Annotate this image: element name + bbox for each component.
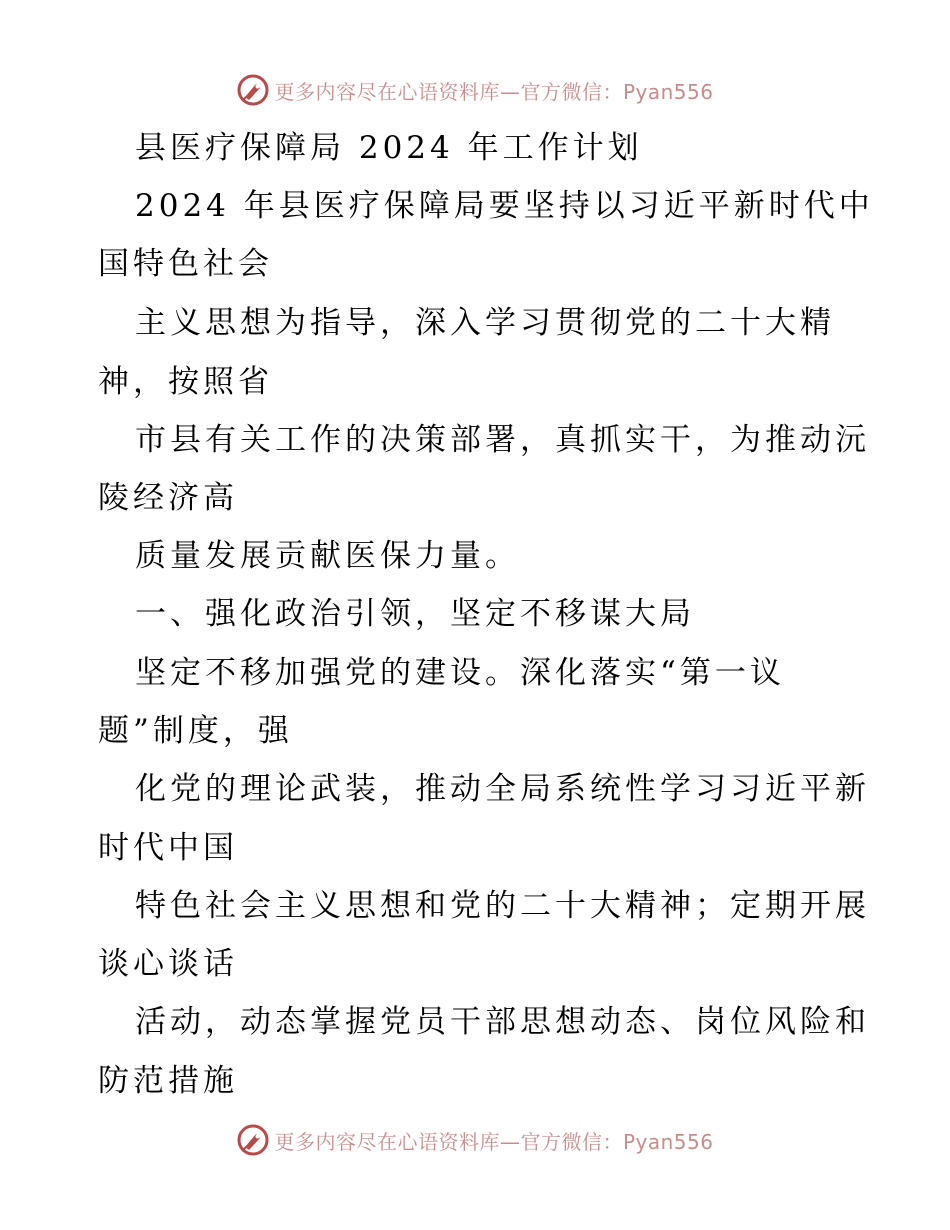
paragraph-line: 国特色社会 — [98, 246, 273, 282]
watermark-text: 更多内容尽在心语资料库—官方微信：Pyan556 — [274, 79, 714, 104]
paragraph-line: 特色社会主义思想和党的二十大精神；定期开展 — [135, 888, 870, 924]
paragraph-line: 2024 年县医疗保障局要坚持以习近平新时代中 — [135, 188, 874, 224]
section-heading: 一、强化政治引领，坚定不移谋大局 — [135, 596, 695, 632]
paragraph-line: 市县有关工作的决策部署，真抓实干，为推动沅 — [135, 422, 870, 458]
paragraph-line: 活动，动态掌握党员干部思想动态、岗位风险和 — [135, 1004, 870, 1040]
paragraph-line: 化党的理论武装，推动全局系统性学习习近平新 — [135, 771, 870, 807]
paragraph-line: 质量发展贡献医保力量。 — [135, 538, 520, 574]
paragraph-line: 防范措施 — [98, 1063, 238, 1099]
watermark-text: 更多内容尽在心语资料库—官方微信：Pyan556 — [274, 1129, 714, 1154]
document-title: 县医疗保障局 2024 年工作计划 — [135, 130, 643, 166]
paragraph-line: 陵经济高 — [98, 480, 238, 516]
paragraph-line: 谈心谈话 — [98, 946, 238, 982]
watermark-banner-bottom — [0, 1120, 950, 1160]
paragraph-line: 题”制度，强 — [98, 713, 293, 749]
paragraph-line: 主义思想为指导，深入学习贯彻党的二十大精 — [135, 305, 835, 341]
paragraph-line: 神，按照省 — [98, 364, 273, 400]
paragraph-line: 坚定不移加强党的建设。深化落实“第一议 — [135, 655, 785, 691]
paragraph-line: 时代中国 — [98, 830, 238, 866]
pen-nib-logo-icon — [236, 1123, 270, 1157]
